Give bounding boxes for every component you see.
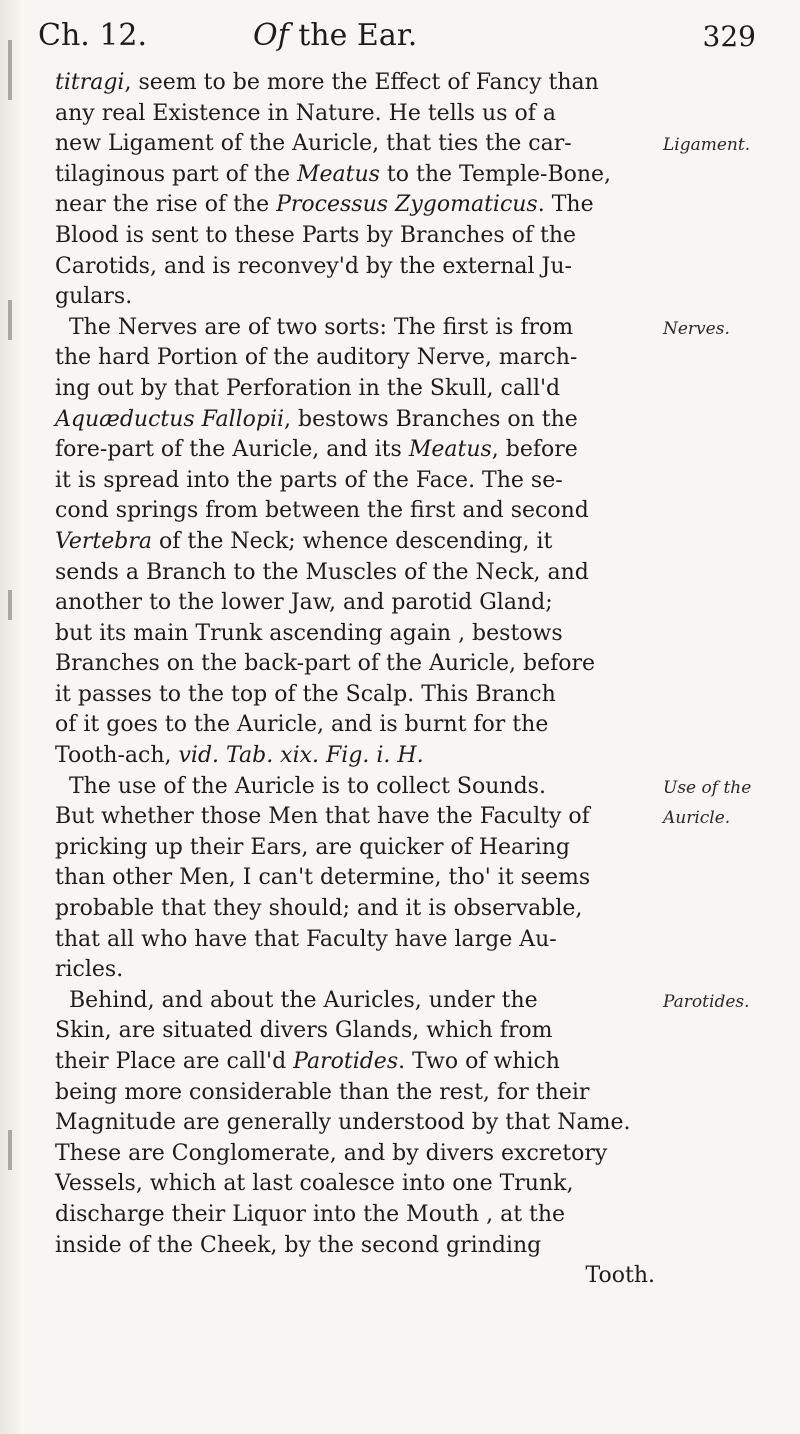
text-segment: inside of the Cheek, by the second grinding: [55, 1232, 542, 1258]
italic-segment: titragi: [55, 70, 125, 95]
margin-note: Nerves.: [663, 318, 730, 339]
text-segment: , bestows Branches on the: [284, 406, 578, 432]
text-segment: sends a Branch to the Muscles of the Neck, and: [55, 559, 589, 585]
text-line: [55, 894, 655, 925]
text-segment: , seem to be more the Effect of Fancy than: [124, 70, 599, 95]
text-line: [55, 435, 655, 466]
body-text: [55, 68, 655, 1292]
text-line: [55, 833, 655, 864]
text-line: [55, 1108, 655, 1139]
binding-shadow: [8, 40, 12, 100]
text-segment: Vessels, which at last coalesce into one Trunk,: [55, 1171, 574, 1197]
text-segment: the hard Portion of the auditory Nerve, march-: [55, 345, 578, 371]
text-line: [55, 1047, 655, 1078]
margin-note: Parotides.: [663, 992, 750, 1012]
page-number: 329: [702, 20, 756, 53]
text-segment: The Nerves are of two sorts: The first is from: [69, 314, 574, 340]
text-segment: another to the lower Jaw, and parotid Gland;: [55, 590, 553, 616]
text-line: [55, 558, 655, 589]
text-segment: gulars.: [55, 284, 133, 310]
text-line: [55, 129, 655, 160]
italic-segment: Vertebra: [55, 528, 152, 554]
binding-shadow: [8, 300, 12, 340]
text-segment: ricles.: [55, 957, 124, 983]
italic-segment: Parotides: [293, 1049, 399, 1074]
text-segment: cond springs from between the first and second: [55, 498, 589, 524]
text-segment: But whether those Men that have the Faculty of: [55, 804, 590, 830]
text-segment: probable that they should; and it is observable,: [55, 896, 583, 922]
margin-note: Auricle.: [663, 808, 731, 829]
text-segment: Carotids, and is reconvey'd by the external Ju-: [55, 253, 572, 279]
text-segment: fore-part of the Auricle, and its: [55, 437, 409, 463]
text-segment: to the Temple-Bone,: [379, 161, 612, 187]
italic-segment: Processus Zygomaticus: [276, 192, 538, 218]
binding-shadow: [8, 1130, 12, 1170]
text-line: [55, 1016, 655, 1047]
text-segment: their Place are call'd: [55, 1049, 294, 1074]
text-line: [55, 1139, 655, 1170]
text-line: [55, 527, 655, 558]
text-segment: of the Neck; whence descending, it: [151, 528, 553, 554]
text-segment: pricking up their Ears, are quicker of Hearing: [55, 834, 570, 860]
running-title: [253, 18, 417, 53]
text-line: [55, 313, 655, 344]
text-segment: tilaginous part of the: [55, 161, 297, 187]
text-line: [55, 99, 655, 130]
text-segment: Skin, are situated divers Glands, which from: [55, 1018, 553, 1044]
text-line: [55, 863, 655, 894]
chapter-label: Ch. 12.: [38, 18, 148, 53]
text-line: [55, 496, 655, 527]
text-segment: discharge their Liquor into the Mouth , at the: [55, 1201, 566, 1227]
text-segment: than other Men, I can't determine, tho' it seems: [55, 865, 591, 891]
text-segment: near the rise of the: [55, 192, 277, 218]
text-segment: Blood is sent to these Parts by Branches of the: [55, 222, 577, 248]
text-line: [55, 680, 655, 711]
text-segment: being more considerable than the rest, for their: [55, 1079, 590, 1105]
italic-segment: Meatus: [296, 161, 380, 187]
text-line: [55, 649, 655, 680]
text-line: [55, 802, 655, 833]
binding-shadow: [8, 590, 12, 620]
page-gutter: [0, 0, 22, 1434]
text-line: [55, 252, 655, 283]
text-line: [55, 1231, 655, 1262]
text-line: [55, 221, 655, 252]
text-line: [55, 405, 655, 436]
text-line: [55, 955, 655, 986]
running-header: [38, 14, 778, 64]
text-segment: Magnitude are generally understood by that Name.: [55, 1110, 631, 1136]
margin-note: Ligament.: [663, 135, 751, 156]
text-line: [55, 1078, 655, 1109]
text-segment: it is spread into the parts of the Face. The se-: [55, 467, 563, 493]
text-line: [55, 68, 655, 99]
italic-segment: vid. Tab. xix. Fig. i. H.: [178, 743, 424, 769]
text-segment: These are Conglomerate, and by divers excretory: [55, 1140, 608, 1166]
text-segment: The use of the Auricle is to collect Sounds.: [69, 773, 546, 799]
text-line: [55, 772, 655, 803]
text-segment: that all who have that Faculty have large Au-: [55, 926, 557, 952]
text-line: [55, 1261, 655, 1292]
text-segment: Behind, and about the Auricles, under the: [69, 987, 538, 1013]
text-segment: Tooth.: [585, 1263, 655, 1289]
text-line: [55, 190, 655, 221]
text-line: [55, 619, 655, 650]
italic-segment: Meatus: [408, 437, 492, 463]
text-line: [55, 160, 655, 191]
text-line: [55, 741, 655, 772]
text-segment: . Two of which: [398, 1049, 560, 1074]
text-line: [55, 986, 655, 1017]
italic-segment: Aquæductus Fallopii: [55, 406, 285, 432]
running-title-prefix: Of: [253, 18, 289, 53]
text-line: [55, 343, 655, 374]
text-segment: of it goes to the Auricle, and is burnt for the: [55, 712, 549, 738]
text-segment: , before: [491, 437, 578, 463]
text-segment: any real Existence in Nature. He tells us of a: [55, 100, 557, 126]
text-line: [55, 1169, 655, 1200]
text-line: [55, 710, 655, 741]
text-segment: Tooth-ach,: [55, 743, 179, 769]
text-line: [55, 374, 655, 405]
margin-note: Use of the: [663, 777, 752, 798]
text-line: [55, 588, 655, 619]
text-segment: ing out by that Perforation in the Skull, call'd: [55, 375, 561, 401]
text-line: [55, 1200, 655, 1231]
text-segment: but its main Trunk ascending again , bestows: [55, 620, 563, 646]
text-line: [55, 466, 655, 497]
text-segment: new Ligament of the Auricle, that ties the car-: [55, 131, 572, 157]
text-line: [55, 925, 655, 956]
running-title-suffix: the Ear.: [298, 18, 418, 53]
text-segment: Branches on the back-part of the Auricle, before: [55, 651, 596, 677]
text-segment: it passes to the top of the Scalp. This Branch: [55, 681, 556, 707]
text-line: [55, 282, 655, 313]
text-segment: . The: [537, 192, 594, 218]
